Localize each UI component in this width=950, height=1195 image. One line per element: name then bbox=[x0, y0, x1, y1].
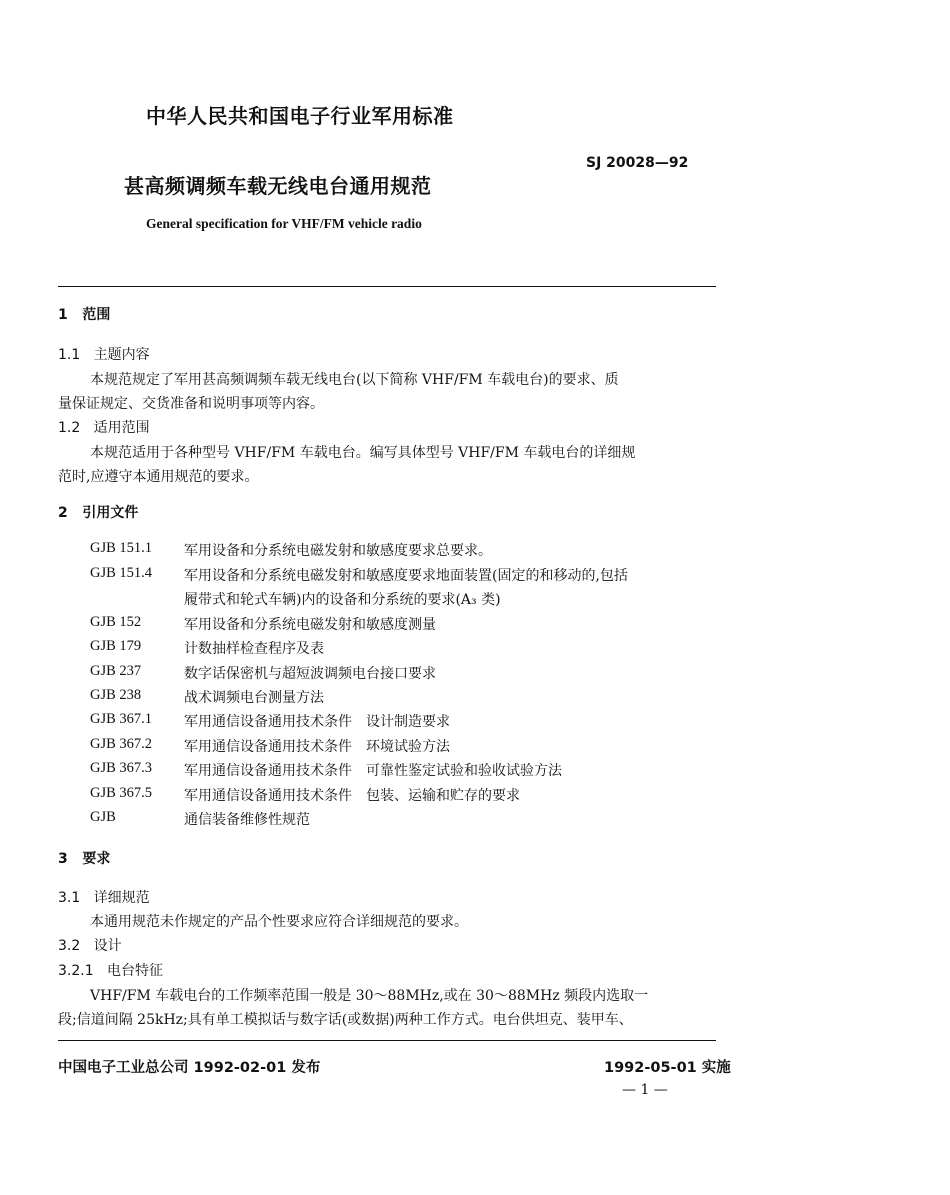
reference-code: GJB 151.1 bbox=[90, 540, 153, 556]
reference-title: 战术调频电台测量方法 bbox=[184, 690, 324, 706]
section-number: 1.1 bbox=[58, 347, 81, 363]
reference-title: 军用设备和分系统电磁发射和敏感度要求总要求。 bbox=[184, 543, 492, 559]
section-2-heading bbox=[58, 502, 138, 522]
reference-code: GJB bbox=[90, 809, 116, 825]
section-number: 3.2 bbox=[58, 938, 81, 954]
footer-divider bbox=[58, 1040, 716, 1041]
reference-title: 通信装备维修性规范 bbox=[184, 812, 310, 828]
reference-title-continued: 履带式和轮式车辆)内的设备和分系统的要求(A₃ 类) bbox=[184, 592, 501, 608]
section-title: 引用文件 bbox=[82, 505, 139, 521]
section-title: 电台特征 bbox=[106, 963, 163, 979]
reference-code: GJB 237 bbox=[90, 663, 142, 679]
reference-code: GJB 367.3 bbox=[90, 760, 153, 776]
document-title-cn: 甚高频调频车载无线电台通用规范 bbox=[124, 174, 432, 198]
section-number: 3.1 bbox=[58, 890, 81, 906]
paragraph-line: VHF/FM 车载电台的工作频率范围一般是 30～88MHz,或在 30～88MHz 频段内选取一 bbox=[90, 988, 649, 1004]
paragraph-line: 本规范规定了军用甚高频调频车载无线电台(以下简称 VHF/FM 车载电台)的要求、质 bbox=[90, 372, 619, 388]
reference-title: 数字话保密机与超短波调频电台接口要求 bbox=[184, 666, 436, 682]
section-number: 1.2 bbox=[58, 420, 81, 436]
reference-title: 军用设备和分系统电磁发射和敏感度要求地面装置(固定的和移动的,包括 bbox=[184, 568, 628, 584]
reference-code: GJB 152 bbox=[90, 614, 142, 630]
paragraph-line: 段;信道间隔 25kHz;具有单工模拟话与数字话(或数据)两种工作方式。电台供坦克、装甲车、 bbox=[58, 1012, 633, 1028]
reference-code: GJB 367.5 bbox=[90, 785, 153, 801]
reference-title: 计数抽样检查程序及表 bbox=[184, 641, 324, 657]
section-3-2-heading bbox=[58, 935, 122, 955]
section-1-1-heading bbox=[58, 344, 150, 364]
section-title: 详细规范 bbox=[93, 890, 150, 906]
effective-date: 1992-05-01 实施 bbox=[604, 1060, 731, 1076]
paragraph-line: 量保证规定、交货准备和说明事项等内容。 bbox=[58, 396, 324, 412]
reference-title: 军用设备和分系统电磁发射和敏感度测量 bbox=[184, 617, 436, 633]
section-3-2-1-heading bbox=[58, 960, 163, 980]
reference-title: 军用通信设备通用技术条件 包装、运输和贮存的要求 bbox=[184, 788, 520, 804]
section-title: 范围 bbox=[82, 307, 111, 323]
section-title: 适用范围 bbox=[93, 420, 150, 436]
header-divider bbox=[58, 286, 716, 287]
section-title: 要求 bbox=[82, 851, 111, 867]
section-number: 1 bbox=[58, 307, 68, 323]
paragraph-line: 本通用规范未作规定的产品个性要求应符合详细规范的要求。 bbox=[90, 914, 468, 930]
section-title: 主题内容 bbox=[93, 347, 150, 363]
section-3-1-heading bbox=[58, 887, 150, 907]
reference-title: 军用通信设备通用技术条件 环境试验方法 bbox=[184, 739, 450, 755]
issue-date: 中国电子工业总公司 1992-02-01 发布 bbox=[58, 1060, 321, 1076]
section-1-heading bbox=[58, 304, 110, 324]
reference-code: GJB 179 bbox=[90, 638, 142, 654]
reference-title: 军用通信设备通用技术条件 设计制造要求 bbox=[184, 714, 450, 730]
reference-code: GJB 367.1 bbox=[90, 711, 153, 727]
section-number: 3 bbox=[58, 851, 68, 867]
document-title-en: General specification for VHF/FM vehicle radio bbox=[146, 216, 422, 231]
section-title: 设计 bbox=[93, 938, 122, 954]
section-number: 3.2.1 bbox=[58, 963, 94, 979]
paragraph-line: 范时,应遵守本通用规范的要求。 bbox=[58, 469, 259, 485]
paragraph-line: 本规范适用于各种型号 VHF/FM 车载电台。编写具体型号 VHF/FM 车载电台的详细规 bbox=[90, 445, 636, 461]
section-3-heading bbox=[58, 848, 110, 868]
reference-code: GJB 367.2 bbox=[90, 736, 153, 752]
reference-code: GJB 238 bbox=[90, 687, 142, 703]
section-number: 2 bbox=[58, 505, 68, 521]
page-number: — 1 — bbox=[622, 1082, 668, 1098]
reference-title: 军用通信设备通用技术条件 可靠性鉴定试验和验收试验方法 bbox=[184, 763, 562, 779]
issuing-organization: 中华人民共和国电子行业军用标准 bbox=[146, 104, 454, 128]
reference-code: GJB 151.4 bbox=[90, 565, 153, 581]
standard-code: SJ 20028—92 bbox=[586, 155, 689, 171]
section-1-2-heading bbox=[58, 417, 150, 437]
